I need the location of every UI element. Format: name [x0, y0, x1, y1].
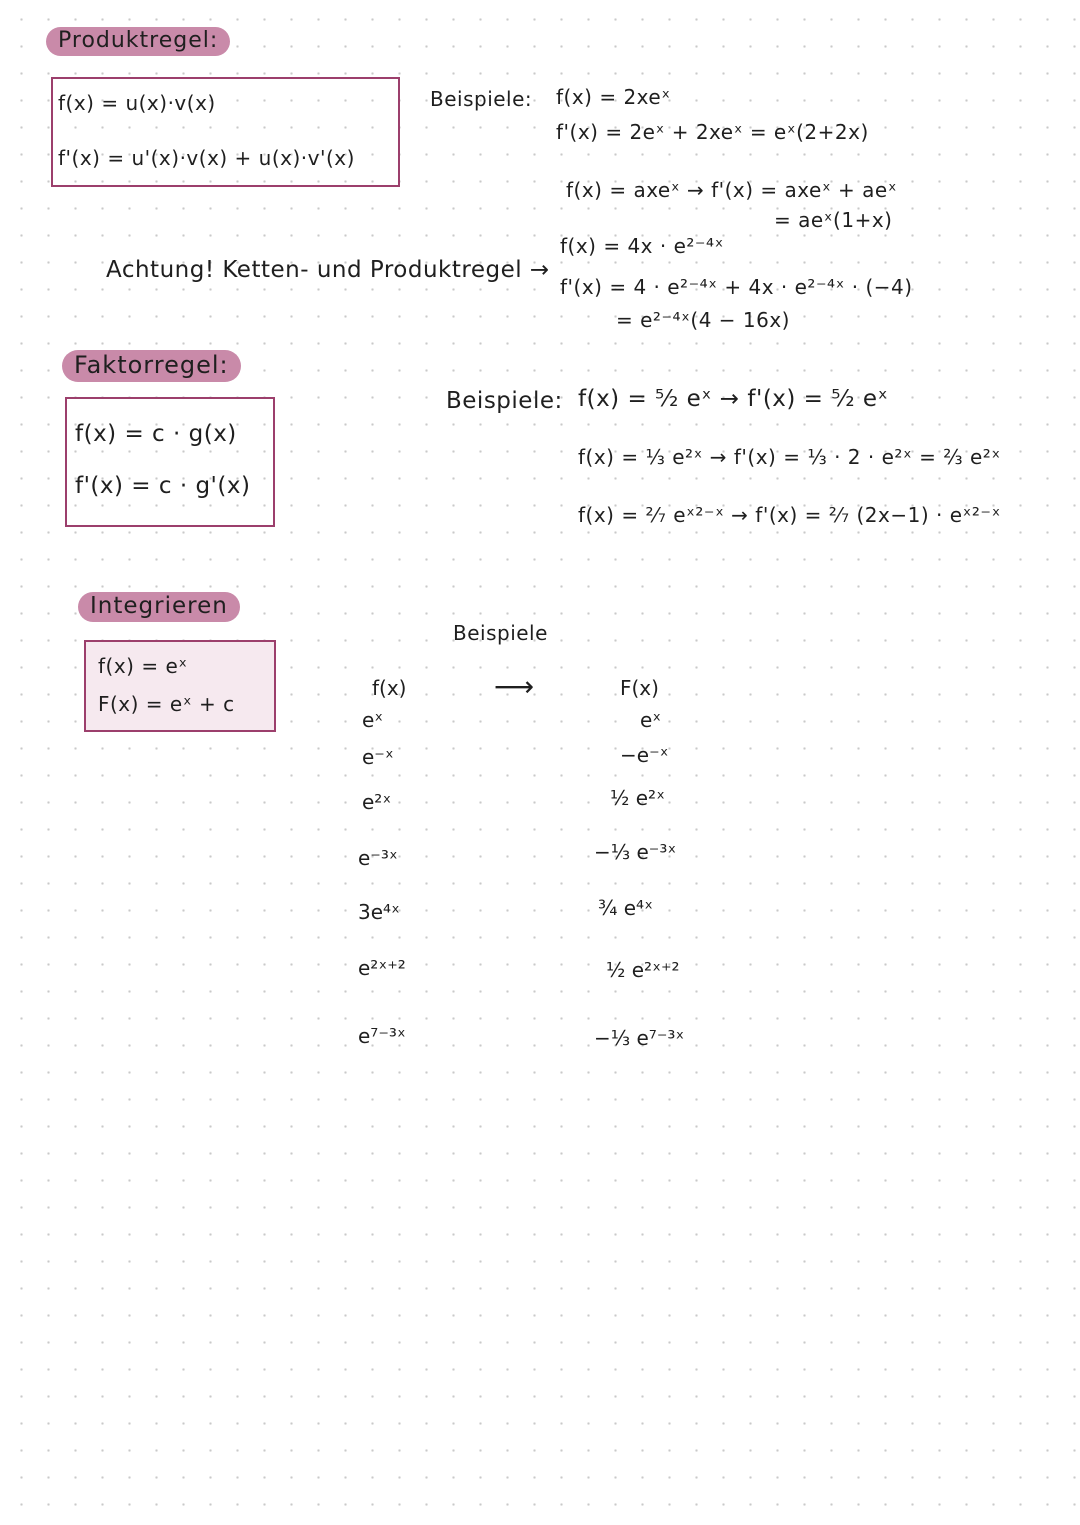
faktorregel-example-2: f(x) = ⅓ e²ˣ → f'(x) = ⅓ · 2 · e²ˣ = ⅔ e²ˣ: [578, 445, 1001, 469]
integrieren-row-3-f: e²ˣ: [362, 790, 392, 814]
produktregel-example-3-derivative: f'(x) = 4 · e²⁻⁴ˣ + 4x · e²⁻⁴ˣ · (−4): [560, 275, 913, 299]
integrieren-formula-box: [84, 640, 276, 732]
integrieren-row-4-F: −⅓ e⁻³ˣ: [594, 840, 677, 864]
faktorregel-formula-2: f'(x) = c · g'(x): [75, 473, 251, 499]
integrieren-row-2-f: e⁻ˣ: [362, 745, 394, 769]
produktregel-example-2-line1: f(x) = axeˣ → f'(x) = axeˣ + aeˣ: [566, 178, 898, 202]
produktregel-example-3-simplified: = e²⁻⁴ˣ(4 − 16x): [616, 308, 790, 332]
produktregel-example-1-function: f(x) = 2xeˣ: [556, 85, 671, 109]
integrieren-formula-2: F(x) = eˣ + c: [98, 692, 235, 716]
faktorregel-heading: Faktorregel:: [62, 350, 241, 382]
faktorregel-example-3: f(x) = ²⁄₇ eˣ²⁻ˣ → f'(x) = ²⁄₇ (2x−1) · eˣ²⁻ˣ: [578, 503, 1001, 527]
integrieren-heading: Integrieren: [78, 592, 240, 622]
produktregel-formula-box: [51, 77, 400, 187]
produktregel-example-1-derivative: f'(x) = 2eˣ + 2xeˣ = eˣ(2+2x): [556, 120, 869, 144]
warning-chain-product-rule: Achtung! Ketten- und Produktregel →: [106, 257, 550, 283]
produktregel-example-2-line2: = aeˣ(1+x): [774, 208, 893, 232]
integrieren-row-2-F: −e⁻ˣ: [620, 743, 669, 767]
integrieren-row-4-f: e⁻³ˣ: [358, 846, 398, 870]
integrieren-row-6-f: e²ˣ⁺²: [358, 956, 406, 980]
integrieren-examples-label: Beispiele: [453, 621, 548, 645]
integrieren-row-5-f: 3e⁴ˣ: [358, 900, 400, 924]
integrieren-row-5-F: ¾ e⁴ˣ: [598, 896, 653, 920]
faktorregel-example-1: f(x) = ⁵⁄₂ eˣ → f'(x) = ⁵⁄₂ eˣ: [578, 386, 889, 412]
integrieren-row-7-f: e⁷⁻³ˣ: [358, 1024, 406, 1048]
produktregel-formula-1: f(x) = u(x)·v(x): [58, 91, 216, 115]
integrieren-row-1-f: eˣ: [362, 708, 384, 732]
faktorregel-formula-box: [65, 397, 275, 527]
integrieren-row-3-F: ½ e²ˣ: [610, 786, 665, 810]
integrieren-column-f-header: f(x): [372, 676, 407, 700]
integrieren-row-1-F: eˣ: [640, 708, 662, 732]
integrieren-column-F-header: F(x): [620, 676, 659, 700]
integrieren-row-6-F: ½ e²ˣ⁺²: [606, 958, 680, 982]
faktorregel-examples-label: Beispiele:: [446, 388, 563, 414]
produktregel-examples-label: Beispiele:: [430, 87, 533, 111]
faktorregel-formula-1: f(x) = c · g(x): [75, 421, 237, 447]
produktregel-heading: Produktregel:: [46, 27, 230, 56]
produktregel-example-3-function: f(x) = 4x · e²⁻⁴ˣ: [560, 234, 724, 258]
integrieren-formula-1: f(x) = eˣ: [98, 654, 188, 678]
integrieren-row-7-F: −⅓ e⁷⁻³ˣ: [594, 1026, 685, 1050]
produktregel-formula-2: f'(x) = u'(x)·v(x) + u(x)·v'(x): [58, 146, 355, 170]
integrieren-arrow: ⟶: [494, 670, 535, 703]
